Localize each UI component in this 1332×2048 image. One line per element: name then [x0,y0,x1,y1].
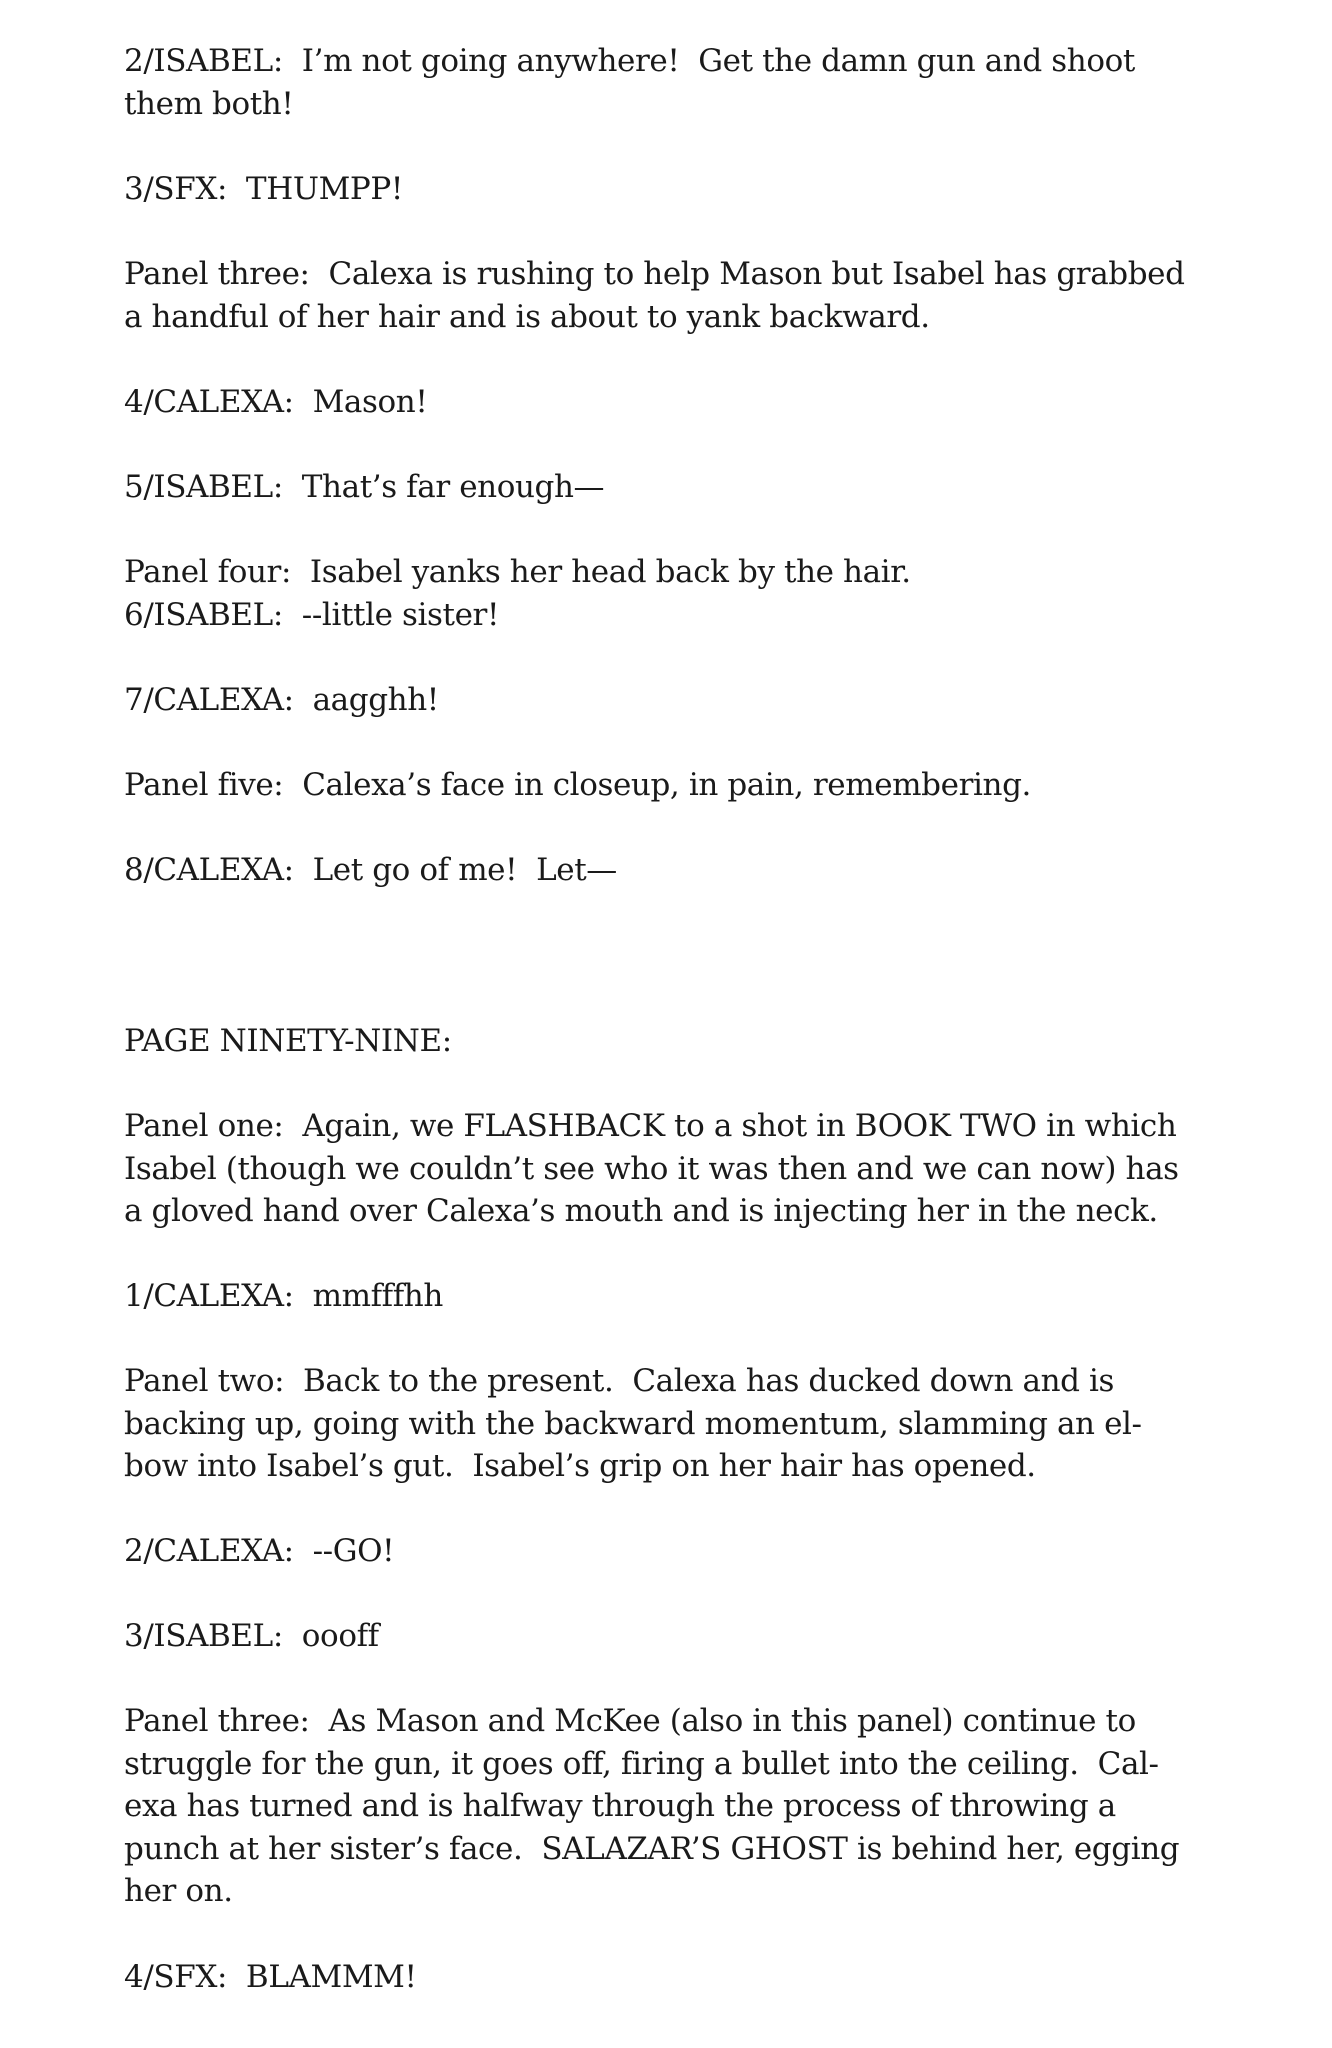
dialogue-calexa-4: 4/CALEXA: Mason! [124,384,428,420]
panel-three-description: Panel three: Calexa is rushing to help Mason but Isabel has grabbed a handful of her hair and is about to yank backward. [124,256,1185,335]
dialogue-isabel-3: 3/ISABEL: oooff [124,1618,379,1654]
sfx-4-blammm: 4/SFX: BLAMMM! [124,1959,417,1995]
sfx-3-thumpp: 3/SFX: THUMPP! [124,171,403,207]
panel-one-description: Panel one: Again, we FLASHBACK to a shot in BOOK TWO in which Isabel (though we couldn’t see who it was then and we can now) has a gloved hand over Calexa’s mouth and is injecting her in the neck. [124,1108,1179,1229]
page-heading: PAGE NINETY-NINE: [124,1023,452,1059]
dialogue-isabel-5: 5/ISABEL: That’s far enough— [124,469,605,505]
dialogue-calexa-1: 1/CALEXA: mmfffhh [124,1278,443,1314]
dialogue-calexa-8: 8/CALEXA: Let go of me! Let— [124,852,617,888]
dialogue-calexa-7: 7/CALEXA: aagghh! [124,682,439,718]
panel-five-description: Panel five: Calexa’s face in closeup, in pain, remembering. [124,767,1031,803]
dialogue-calexa-2: 2/CALEXA: --GO! [124,1533,395,1569]
panel-two-description: Panel two: Back to the present. Calexa has ducked down and is backing up, going with the backward momentum, slamming an el- bow into Isabel’s gut. Isabel’s grip on her hair has opened. [124,1363,1142,1484]
panel-four-description: Panel four: Isabel yanks her head back by the hair. 6/ISABEL: --little sister! [124,554,911,633]
dialogue-isabel-2: 2/ISABEL: I’m not going anywhere! Get the damn gun and shoot them both! [124,43,1135,122]
panel-three-description-page-99: Panel three: As Mason and McKee (also in this panel) continue to struggle for the gun, it goes off, firing a bullet into the ceiling. Cal- exa has turned and is halfway through the process of throwing a punch at her sister’s face. SALAZAR’S GHOST is behind her, egging her on. [124,1703,1180,1909]
